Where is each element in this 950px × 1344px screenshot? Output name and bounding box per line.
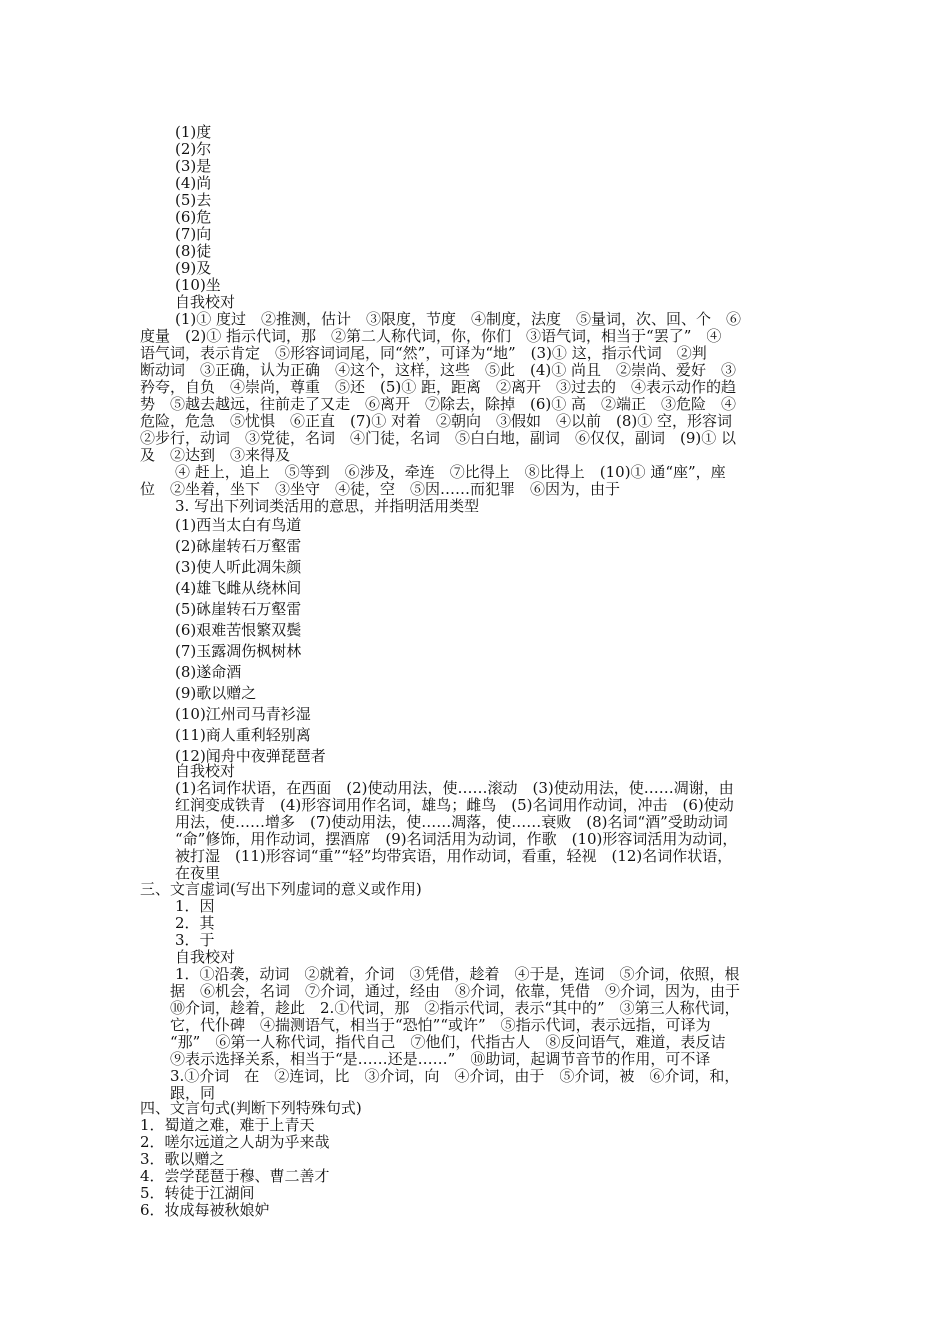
word-item: (6)危: [175, 208, 212, 226]
answer-line: 3.①介词 在 ②连词，比 ③介词，向 ④介词，由于 ⑤介词，被 ⑥介词，和，: [170, 1067, 740, 1085]
answer-line: ⑩介词，趁着，趁此 2.①代词，那 ②指示代词，表示“其中的” ③第三人称代词，: [170, 999, 740, 1017]
answer-line: ④ 赶上，追上 ⑤等到 ⑥涉及，牵连 ⑦比得上 ⑧比得上 (10)① 通“座”，座: [175, 463, 726, 481]
function-word-item: 2．其: [175, 914, 215, 932]
self-check-label: 自我校对: [175, 948, 236, 966]
section-3: [140, 881, 820, 898]
sentence-pattern-item: 5．转徒于江湖间: [140, 1184, 255, 1202]
word-item: (2)尔: [175, 140, 212, 158]
section-3-items: [175, 898, 815, 966]
sentence-pattern-item: 1．蜀道之难，难于上青天: [140, 1116, 315, 1134]
section-title: 四、文言句式(判断下列特殊句式): [140, 1099, 362, 1117]
word-item: (4)尚: [175, 174, 212, 192]
answer-line: 危险，危急 ⑤忧惧 ⑥正直 (7)① 对着 ②朝向 ③假如 ④以前 (8)① 空，形容词: [140, 412, 733, 430]
answer-line: 被打湿 (11)形容词“重”“轻”均带宾语，用作动词，看重，轻视 (12)名词作状语，: [175, 847, 733, 865]
answer-line: 红润变成铁青 (4)形容词用作名词，雄鸟；雌鸟 (5)名词用作动词，冲击 (6)使动: [175, 796, 734, 814]
sentence-item: (6)艰难苦恨繁双鬓: [175, 621, 302, 639]
sentence-pattern-item: 3．歌以赠之: [140, 1150, 225, 1168]
q3-answers: [175, 763, 815, 882]
word-item: (1)度: [175, 123, 212, 141]
question-title: 3. 写出下列词类活用的意思，并指明活用类型: [175, 497, 480, 515]
sentence-item: (11)商人重利轻别离: [175, 726, 311, 744]
word-item: (7)向: [175, 225, 212, 243]
sentence-pattern-item: 6．妆成每被秋娘妒: [140, 1201, 270, 1219]
answer-line: 位 ②坐着，坐下 ③坐守 ④徒，空 ⑤因……而犯罪 ⑥因为，由于: [140, 480, 621, 498]
sentence-item: (5)砯崖转石万壑雷: [175, 600, 302, 618]
answer-line: “那” ⑥第一人称代词，指代自己 ⑦他们，代指古人 ⑧反问语气，难道，表反诘: [170, 1033, 726, 1051]
answer-line: (1)名词作状语，在西面 (2)使动用法，使……滚动 (3)使动用法，使……凋谢，由: [175, 779, 734, 797]
section-title: 三、文言虚词(写出下列虚词的意义或作用): [140, 880, 422, 898]
answer-line: 它，代仆碑 ④揣测语气，相当于“恐怕”“或许” ⑤指示代词，表示远指，可译为: [170, 1016, 711, 1034]
answer-line: 及 ②达到 ③来得及: [140, 446, 291, 464]
answer-line: “命”修饰，用作动词，摆酒席 (9)名词活用为动词，作歌 (10)形容词活用为动词，: [175, 830, 738, 848]
answer-line: 矜夸，自负 ④崇尚，尊重 ⑤还 (5)① 距，距离 ②离开 ③过去的 ④表示动作的趋: [140, 378, 737, 396]
answer-line: 在夜里: [175, 864, 221, 882]
sentence-item: (1)西当太白有鸟道: [175, 516, 302, 534]
sentence-item: (12)闻舟中夜弹琵琶者: [175, 747, 326, 765]
sentence-item: (8)遂命酒: [175, 663, 242, 681]
answer-line: 语气词，表示肯定 ⑤形容词词尾，同“然”，可译为“地” (3)① 这，指示代词 ②判: [140, 344, 707, 362]
q3-title: [175, 498, 815, 515]
answer-line: 跟，同: [170, 1084, 216, 1102]
word-item: (3)是: [175, 157, 212, 175]
sentence-item: (7)玉露凋伤枫树林: [175, 642, 302, 660]
section-3-answers: [140, 966, 820, 1102]
word-list: [175, 124, 815, 311]
sentence-item: (9)歌以赠之: [175, 684, 257, 702]
answer-line: 度量 (2)① 指示代词，那 ②第二人称代词，你，你们 ③语气词，相当于“罢了” ④: [140, 327, 722, 345]
word-item: (8)徒: [175, 242, 212, 260]
function-word-item: 3．于: [175, 931, 215, 949]
function-word-item: 1．因: [175, 897, 215, 915]
word-answers: [140, 311, 820, 498]
answer-line: 用法，使……增多 (7)使动用法，使……凋落，使……衰败 (8)名词“酒”受助动词: [175, 813, 728, 831]
sentence-pattern-item: 4．尝学琵琶于穆、曹二善才: [140, 1167, 330, 1185]
answer-line: (1)① 度过 ②推测，估计 ③限度，节度 ④制度，法度 ⑤量词，次、回、个 ⑥: [175, 310, 742, 328]
sentence-item: (4)雄飞雌从绕林间: [175, 579, 302, 597]
answer-line: ⑨表示选择关系，相当于“是……还是……” ⑩助词，起调节音节的作用，可不译: [170, 1050, 711, 1068]
sentence-item: (3)使人听此凋朱颜: [175, 558, 302, 576]
q3-list: [175, 515, 815, 767]
answer-line: 断动词 ③正确，认为正确 ④这个，这样，这些 ⑤此 (4)① 尚且 ②崇尚、爱好 ③: [140, 361, 737, 379]
answer-line: ②步行，动词 ③党徒，名词 ④门徒，名词 ⑤白白地，副词 ⑥仅仅，副词 (9)① 以: [140, 429, 737, 447]
section-4: [140, 1100, 820, 1219]
self-check-label: 自我校对: [175, 293, 236, 311]
sentence-item: (2)砯崖转石万壑雷: [175, 537, 302, 555]
word-item: (5)去: [175, 191, 212, 209]
self-check-label: 自我校对: [175, 762, 236, 780]
sentence-item: (10)江州司马青衫湿: [175, 705, 311, 723]
word-item: (9)及: [175, 259, 212, 277]
answer-line: 势 ⑤越去越远，往前走了又走 ⑥离开 ⑦除去，除掉 (6)① 高 ②端正 ③危险 ④: [140, 395, 737, 413]
word-item: (10)坐: [175, 276, 221, 294]
answer-line: 1．①沿袭，动词 ②就着，介词 ③凭借，趁着 ④于是，连词 ⑤介词，依照，根: [175, 965, 740, 983]
answer-line: 据 ⑥机会，名词 ⑦介词，通过，经由 ⑧介词，依靠，凭借 ⑨介词，因为，由于: [170, 982, 741, 1000]
sentence-pattern-item: 2．嗟尔远道之人胡为乎来哉: [140, 1133, 330, 1151]
